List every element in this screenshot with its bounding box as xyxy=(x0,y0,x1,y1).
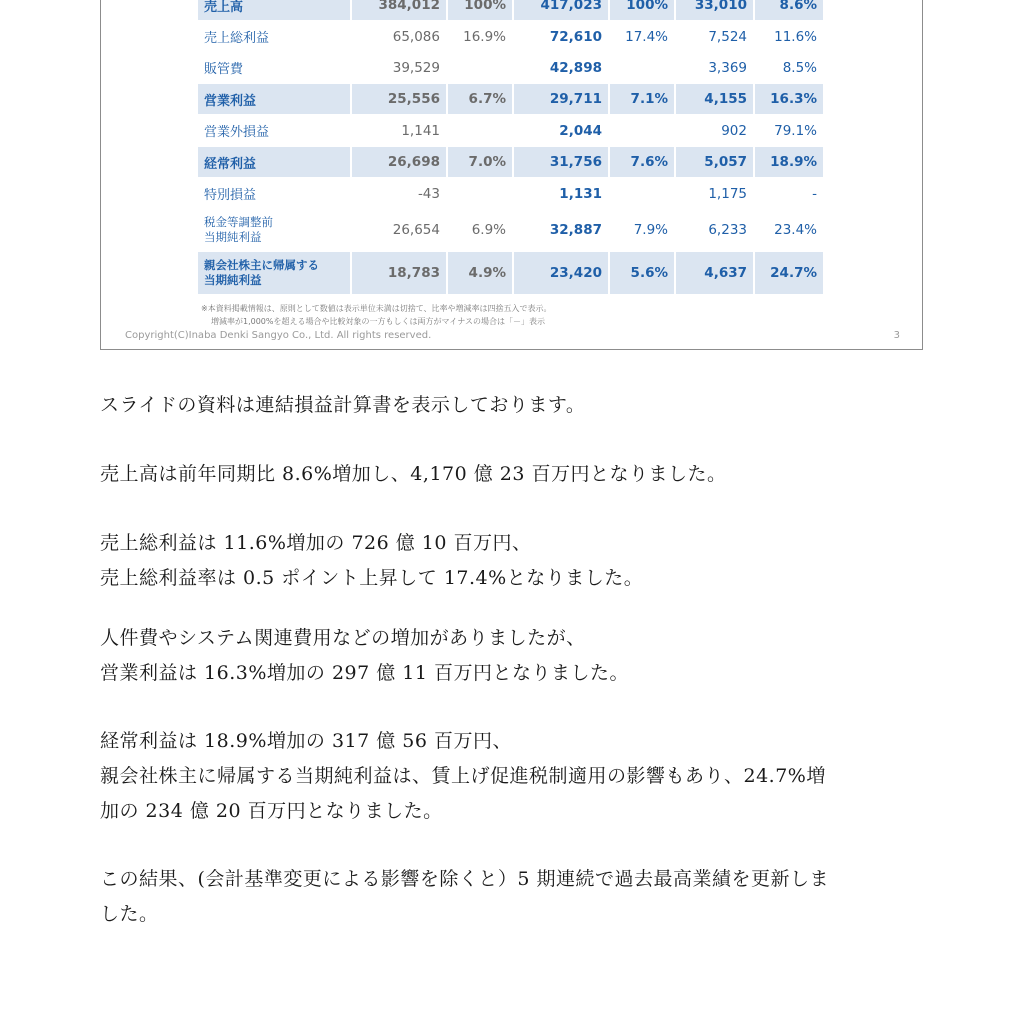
table-row xyxy=(198,84,823,114)
row-label: 売上高 xyxy=(198,0,350,20)
prev-value: -43 xyxy=(417,185,440,202)
footnote-line1: ※本資料掲載情報は、原則として数値は表示単位未満は切捨て、比率や増減率は四捨五入で表示。 xyxy=(201,304,552,313)
paragraph-line: 人件費やシステム関連費用などの増加がありましたが、 xyxy=(100,627,586,649)
change-amount: 902 xyxy=(721,122,747,139)
table-row xyxy=(198,179,823,208)
prev-value: 65,086 xyxy=(392,28,440,45)
prev-ratio: 16.9% xyxy=(463,28,506,45)
table-row xyxy=(198,0,823,20)
row-label xyxy=(198,210,350,250)
prev-ratio: 6.9% xyxy=(471,222,506,238)
prev-ratio xyxy=(448,179,512,208)
paragraph-6 xyxy=(100,862,930,932)
paragraph-line: 売上総利益率は 0.5 ポイント上昇して 17.4%となりました。 xyxy=(100,567,644,589)
prev-value: 39,529 xyxy=(392,59,440,76)
change-amount: 7,524 xyxy=(708,28,747,45)
paragraph-line: 経常利益は 18.9%増加の 317 億 56 百万円、 xyxy=(100,730,512,752)
row-label-line2: 当期純利益 xyxy=(204,273,262,287)
current-value: 31,756 xyxy=(514,147,608,177)
table-row xyxy=(198,147,823,177)
row-label-line1: 税金等調整前 xyxy=(204,215,273,229)
paragraph-line: 売上高は前年同期比 8.6%増加し、4,170 億 23 百万円となりました。 xyxy=(100,463,727,485)
change-rate: 18.9% xyxy=(755,147,823,177)
change-amount: 5,057 xyxy=(676,147,753,177)
paragraph-line: 親会社株主に帰属する当期純利益は、賃上げ促進税制適用の影響もあり、24.7%増 xyxy=(100,765,826,787)
row-label: 営業利益 xyxy=(198,84,350,114)
change-rate: 8.5% xyxy=(782,59,817,76)
change-amount: 4,637 xyxy=(676,252,753,294)
slide-image xyxy=(100,0,923,350)
change-amount: 1,175 xyxy=(708,185,747,202)
prev-value: 384,012 xyxy=(352,0,446,20)
change-amount: 33,010 xyxy=(676,0,753,20)
current-value: 2,044 xyxy=(559,122,602,139)
prev-ratio: 6.7% xyxy=(448,84,512,114)
row-label xyxy=(198,252,350,294)
change-rate: 16.3% xyxy=(755,84,823,114)
paragraph-3 xyxy=(100,526,930,596)
paragraph-4 xyxy=(100,621,930,691)
row-label: 売上総利益 xyxy=(204,31,270,46)
table-row xyxy=(198,22,823,51)
row-label: 特別損益 xyxy=(204,188,257,203)
row-label-line1: 親会社株主に帰属する xyxy=(204,258,319,272)
page-number: 3 xyxy=(893,330,900,341)
current-ratio: 7.6% xyxy=(610,147,674,177)
paragraph-line: この結果、(会計基準変更による影響を除くと）5 期連続で過去最高業績を更新しま xyxy=(100,868,830,890)
paragraph-line: 売上総利益は 11.6%増加の 726 億 10 百万円、 xyxy=(100,532,532,554)
prev-value: 1,141 xyxy=(401,122,440,139)
table-row xyxy=(198,210,823,250)
table-row xyxy=(198,53,823,82)
current-ratio: 7.1% xyxy=(610,84,674,114)
prev-ratio xyxy=(448,53,512,82)
current-value: 23,420 xyxy=(514,252,608,294)
prev-value: 18,783 xyxy=(352,252,446,294)
paragraph-line: 加の 234 億 20 百万円となりました。 xyxy=(100,800,443,822)
current-ratio: 7.9% xyxy=(633,222,668,238)
copyright: Copyright(C)Inaba Denki Sangyo Co., Ltd. All rights reserved. xyxy=(125,330,432,341)
paragraph-line: 営業利益は 16.3%増加の 297 億 11 百万円となりました。 xyxy=(100,662,629,684)
change-amount: 4,155 xyxy=(676,84,753,114)
current-ratio: 5.6% xyxy=(610,252,674,294)
current-value: 72,610 xyxy=(549,28,602,45)
current-value: 417,023 xyxy=(514,0,608,20)
change-rate: 8.6% xyxy=(755,0,823,20)
current-value: 1,131 xyxy=(559,185,602,202)
paragraph-line: した。 xyxy=(100,903,159,925)
income-statement-table xyxy=(196,0,825,296)
current-ratio xyxy=(610,53,674,82)
prev-ratio: 100% xyxy=(448,0,512,20)
table-row xyxy=(198,116,823,145)
table-row xyxy=(198,252,823,294)
current-value: 42,898 xyxy=(549,59,602,76)
paragraph-2 xyxy=(100,457,930,492)
prev-ratio: 7.0% xyxy=(448,147,512,177)
row-label: 営業外損益 xyxy=(204,125,270,140)
current-ratio: 17.4% xyxy=(625,28,668,45)
change-rate: 24.7% xyxy=(755,252,823,294)
row-label: 販管費 xyxy=(204,62,244,77)
paragraph-line: スライドの資料は連結損益計算書を表示しております。 xyxy=(100,394,586,416)
paragraph-5 xyxy=(100,724,930,829)
prev-value: 26,654 xyxy=(392,222,440,238)
current-ratio: 100% xyxy=(610,0,674,20)
current-ratio xyxy=(610,116,674,145)
prev-ratio xyxy=(448,116,512,145)
change-amount: 3,369 xyxy=(708,59,747,76)
row-label-line2: 当期純利益 xyxy=(204,230,262,244)
change-rate: 11.6% xyxy=(774,28,817,45)
change-rate: 23.4% xyxy=(774,222,817,238)
change-rate: 79.1% xyxy=(774,122,817,139)
current-value: 29,711 xyxy=(514,84,608,114)
change-amount: 6,233 xyxy=(708,222,747,238)
footnote-line2: 増減率が1,000%を超える場合や比較対象の一方もしくは両方がマイナスの場合は「－」表示 xyxy=(211,317,546,326)
current-value: 32,887 xyxy=(549,222,602,238)
prev-value: 25,556 xyxy=(352,84,446,114)
row-label: 経常利益 xyxy=(198,147,350,177)
prev-value: 26,698 xyxy=(352,147,446,177)
paragraph-1 xyxy=(100,388,930,423)
prev-ratio: 4.9% xyxy=(448,252,512,294)
change-rate: - xyxy=(812,185,817,202)
current-ratio xyxy=(610,179,674,208)
